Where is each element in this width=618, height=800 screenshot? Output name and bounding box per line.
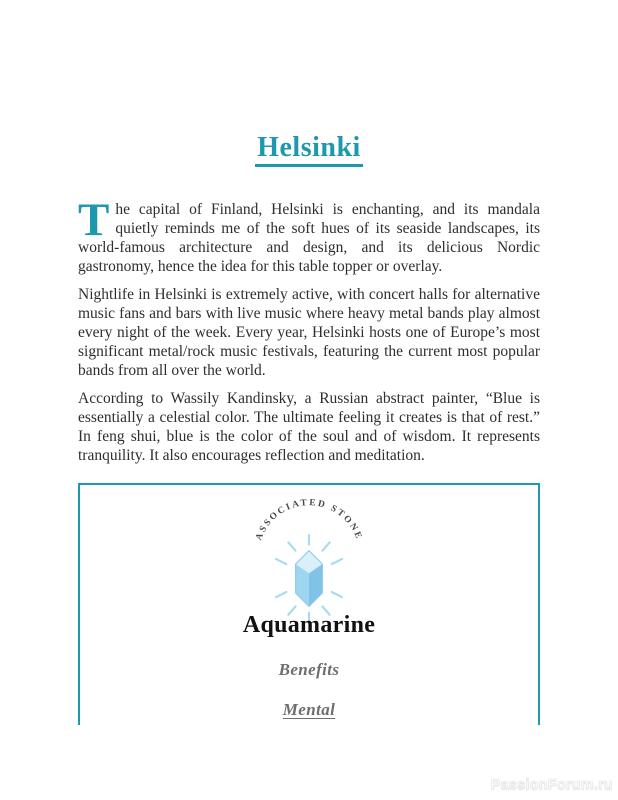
mental-heading: [80, 700, 538, 720]
watermark: PassionForum.ru: [490, 777, 613, 793]
associated-stone-card: [78, 483, 540, 725]
gem-icon: [296, 551, 323, 607]
paragraph-text: he capital of Finland, Helsinki is enchanting, and its mandala quietly reminds me of the soft hues of its seaside landscapes, its world-famous architecture and design, and its delicious Nordic gastronomy, hence the idea for this table topper or overlay.: [78, 201, 540, 275]
badge-arc-label: ASSOCIATED STONE: [254, 499, 364, 542]
paragraph-kandinsky: According to Wassily Kandinsky, a Russian abstract painter, “Blue is essentially a celestial color. The ultimate feeling it creates is that of rest.” In feng shui, blue is the color of the soul and of wisdom. It represents tranquility. It also encourages reflection and meditation.: [78, 390, 540, 464]
paragraph-intro: [78, 194, 540, 276]
page-title: Helsinki: [255, 133, 363, 167]
body-text-block: [78, 194, 540, 465]
title-container: [78, 0, 540, 167]
mental-heading-text: Mental: [282, 700, 336, 719]
document-page: [78, 0, 540, 725]
paragraph-nightlife: Nightlife in Helsinki is extremely active, with concert halls for alternative music fans and bars with live music where heavy metal bands play almost every night of the week. Every year, Helsinki hosts one of Europe’s most significant metal/rock music festivals, featuring the current most popular bands from all over the world.: [78, 286, 540, 379]
stone-name-heading: Aquamarine: [242, 612, 376, 638]
associated-stone-badge: [247, 499, 371, 623]
benefits-heading: Benefits: [278, 660, 340, 679]
dropcap-letter: T: [78, 194, 110, 246]
